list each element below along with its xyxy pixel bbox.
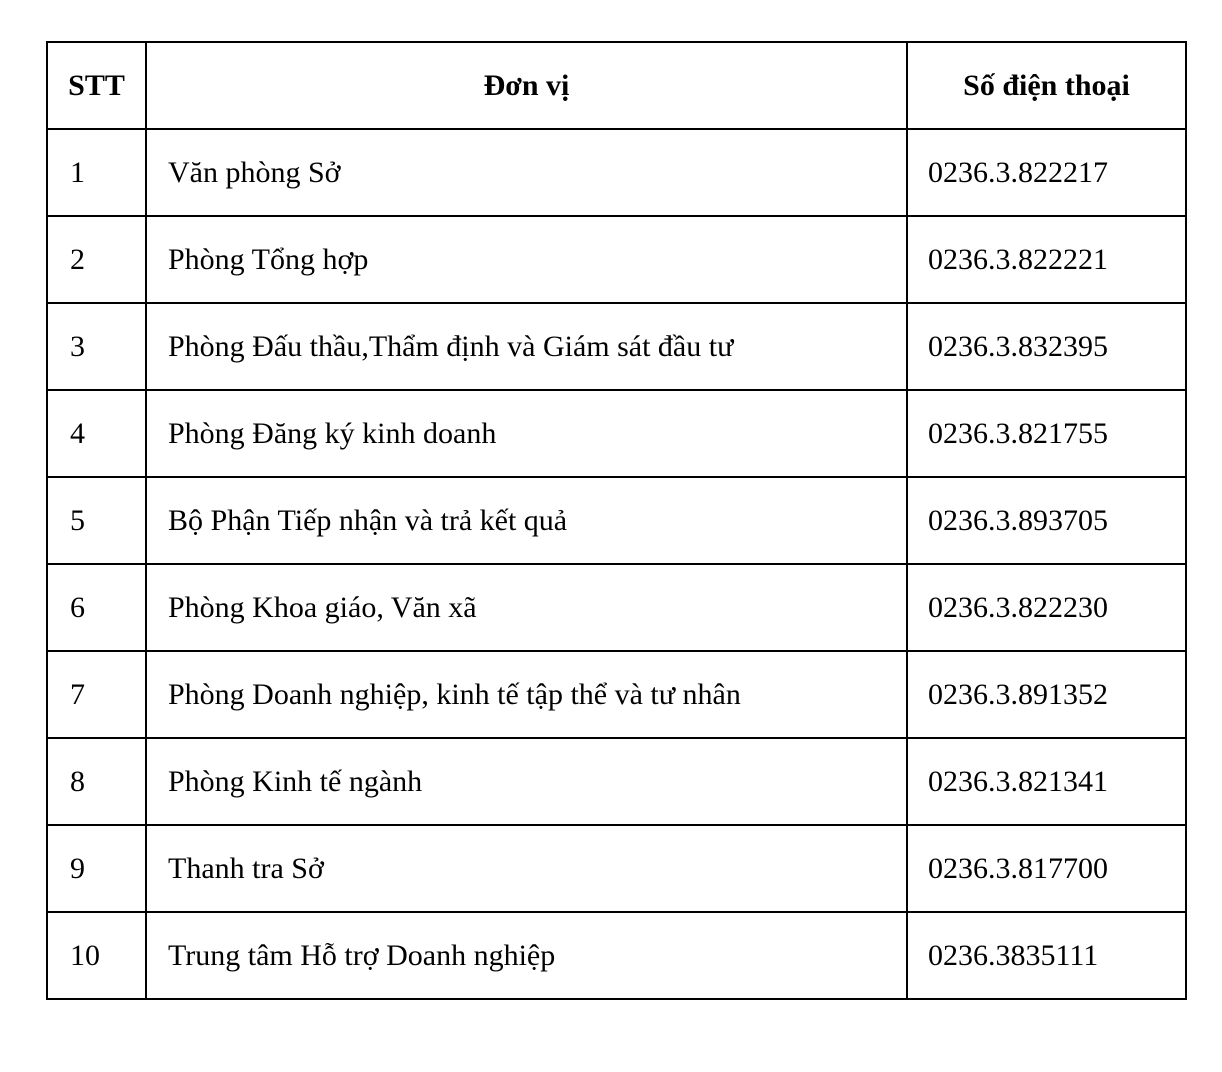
row-phone: 0236.3.832395 <box>907 303 1186 390</box>
row-stt: 10 <box>47 912 146 999</box>
row-unit: Phòng Đấu thầu,Thẩm định và Giám sát đầu tư <box>146 303 907 390</box>
row-unit: Phòng Kinh tế ngành <box>146 738 907 825</box>
table-row <box>47 216 1186 303</box>
row-phone: 0236.3835111 <box>907 912 1186 999</box>
row-stt: 4 <box>47 390 146 477</box>
row-unit: Thanh tra Sở <box>146 825 907 912</box>
row-unit: Phòng Doanh nghiệp, kinh tế tập thể và tư nhân <box>146 651 907 738</box>
row-phone: 0236.3.821341 <box>907 738 1186 825</box>
row-stt: 9 <box>47 825 146 912</box>
table-row <box>47 825 1186 912</box>
row-stt: 2 <box>47 216 146 303</box>
table-header <box>47 42 1186 129</box>
header-phone: Số điện thoại <box>907 42 1186 129</box>
row-phone: 0236.3.817700 <box>907 825 1186 912</box>
row-unit: Văn phòng Sở <box>146 129 907 216</box>
row-stt: 5 <box>47 477 146 564</box>
table-row <box>47 303 1186 390</box>
row-phone: 0236.3.822230 <box>907 564 1186 651</box>
row-stt: 3 <box>47 303 146 390</box>
header-row <box>47 42 1186 129</box>
row-unit: Phòng Đăng ký kinh doanh <box>146 390 907 477</box>
row-unit: Bộ Phận Tiếp nhận và trả kết quả <box>146 477 907 564</box>
header-unit: Đơn vị <box>146 42 907 129</box>
row-unit: Trung tâm Hỗ trợ Doanh nghiệp <box>146 912 907 999</box>
row-stt: 8 <box>47 738 146 825</box>
row-unit: Phòng Tổng hợp <box>146 216 907 303</box>
row-stt: 1 <box>47 129 146 216</box>
header-stt: STT <box>47 42 146 129</box>
table-row <box>47 912 1186 999</box>
table-row <box>47 564 1186 651</box>
row-unit: Phòng Khoa giáo, Văn xã <box>146 564 907 651</box>
row-stt: 7 <box>47 651 146 738</box>
table-row <box>47 390 1186 477</box>
row-phone: 0236.3.891352 <box>907 651 1186 738</box>
table-row <box>47 738 1186 825</box>
table-row <box>47 129 1186 216</box>
row-stt: 6 <box>47 564 146 651</box>
row-phone: 0236.3.822217 <box>907 129 1186 216</box>
table-row <box>47 477 1186 564</box>
row-phone: 0236.3.893705 <box>907 477 1186 564</box>
row-phone: 0236.3.822221 <box>907 216 1186 303</box>
row-phone: 0236.3.821755 <box>907 390 1186 477</box>
contact-table <box>46 41 1187 1000</box>
table-row <box>47 651 1186 738</box>
table-body <box>47 129 1186 999</box>
